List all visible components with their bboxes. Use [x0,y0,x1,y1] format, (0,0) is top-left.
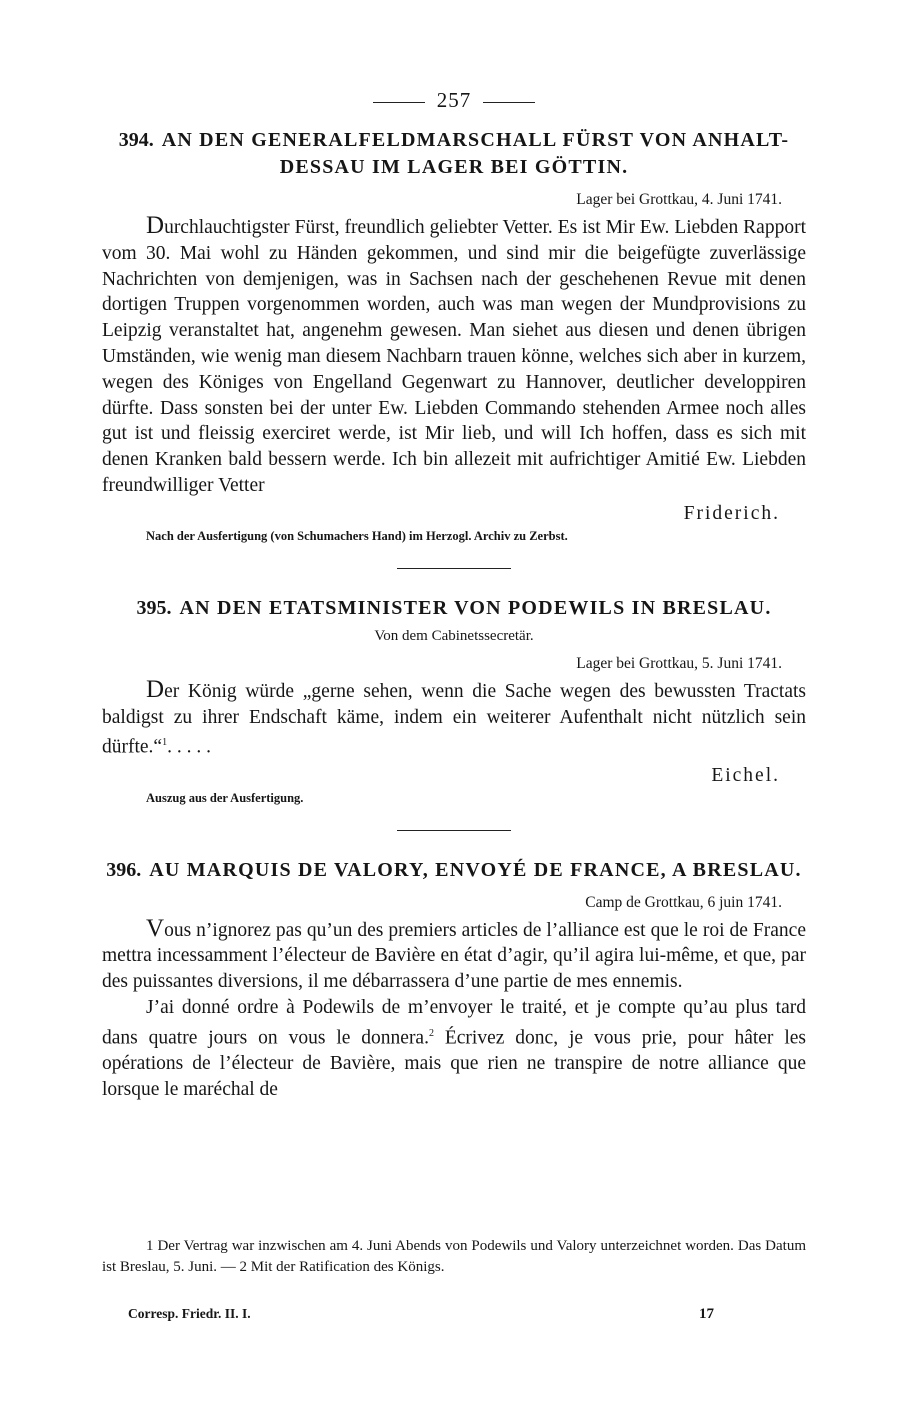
letter-title: AU MARQUIS DE VALORY, ENVOYÉ DE FRANCE, A BRESLAU. [149,858,802,881]
page-header [102,88,806,113]
section-divider [397,830,511,831]
sheet-number: 17 [699,1306,714,1322]
letter-heading [102,127,806,181]
letter-395 [102,595,806,831]
letter-body-paragraph-2: J’ai donné ordre à Podewils de m’envoyer le traité, et je compte qu’au plus tard dans quatre jours on vous le donnera.$^2$ Écrivez donc, je vous prie, pour hâter les opérations de l’électeur de Bavière, mais que rien ne transpire de notre alliance que lorsque le maréchal de [102,997,806,1100]
footnote-text: 1 Der Vertrag war inzwischen am 4. Juni Abends von Podewils und Valory unterzeichnet worden. Das Datum ist Breslau, 5. Juni. — 2 Mit der Ratification des Königs. [102,1238,806,1275]
page-body [102,88,806,1103]
header-dash-right [483,102,535,103]
letter-394 [102,127,806,569]
letter-body: Durchlauchtigster Fürst, freundlich geliebter Vetter. Es ist Mir Ew. Liebden Rapport vom 30. Mai wohl zu Händen gekommen, und sind mir die beigefügte zuverlässige Nachrichten von demjenigen, was in Sachsen nach der geschehenen Revue mit denen dortigen Truppen vorgenommen worden, auch was man wegen der Mundprovisions zu Leipzig veranstaltet hat, angenehm gewesen. Man siehet aus diesen und denen übrigen Umständen, wie wenig man diesem Nachbarn trauen könne, welches sich aber in kurzem, wegen des Königes von Engelland Gegenwart zu Hannover, deutlicher developpiren dürfte. Dass sonsten bei der unter Ew. Liebden Commando stehenden Armee noch alles gut ist und fleissig exerciret werde, ist Mir lieb, und will Ich hoffen, dass es sich mit denen Kranken bald bessern werde. Ich bin allezeit mit aufrichtiger Amitié Ew. Liebden freundwilliger Vetter [102,212,806,496]
letter-heading [102,595,806,622]
signature: Eichel. [711,764,780,786]
letter-subtitle: Von dem Cabinetssecretär. [374,627,534,644]
place-date: Lager bei Grottkau, 5. Juni 1741. [576,654,782,672]
place-date: Lager bei Grottkau, 4. Juni 1741. [576,191,782,208]
signature-mark: Corresp. Friedr. II. I. [128,1306,251,1321]
place-date: Camp de Grottkau, 6 juin 1741. [585,893,782,911]
letter-heading [102,857,806,884]
letter-body: Der König würde „gerne sehen, wenn die Sache wegen des bewussten Tractats baldigst zu ihrer Endschaft käme, indem ein weiterer Aufenthalt nicht nützlich sein dürfte.“$^1$. . . . . [102,675,806,758]
signature: Friderich. [683,502,780,524]
letter-title: AN DEN GENERALFELDMARSCHALL FÜRST VON ANHALT-DESSAU IM LAGER BEI GÖTTIN. [161,129,790,178]
source-note: Auszug aus der Ausfertigung. [146,790,304,805]
letter-body: Vous n’ignorez pas qu’un des premiers articles de l’alliance est que le roi de France mettra incessamment l’électeur de Bavière en état d’agir, qu’il agira lui-même, et que, par des puissantes diversions, il me débarrassera d’une partie de mes ennemis. [102,914,806,993]
letter-number: 394. [118,129,154,151]
source-note: Nach der Ausfertigung (von Schumachers Hand) im Herzogl. Archiv zu Zerbst. [146,528,568,543]
page-footer [128,1306,714,1323]
footnote-mark: 2 [428,1027,434,1039]
page-number: 257 [436,88,472,112]
footnotes [102,1236,806,1278]
letter-number: 395. [136,596,172,619]
footnote-mark: 1 [162,737,168,749]
letter-number: 396. [106,858,142,881]
letter-title: AN DEN ETATSMINISTER VON PODEWILS IN BRESLAU. [179,596,772,619]
initial-letter: V [146,914,165,942]
initial-letter: D [146,212,165,239]
initial-letter: D [146,675,165,703]
header-dash-left [373,102,425,103]
section-divider [397,568,511,569]
letter-396 [102,857,806,1103]
